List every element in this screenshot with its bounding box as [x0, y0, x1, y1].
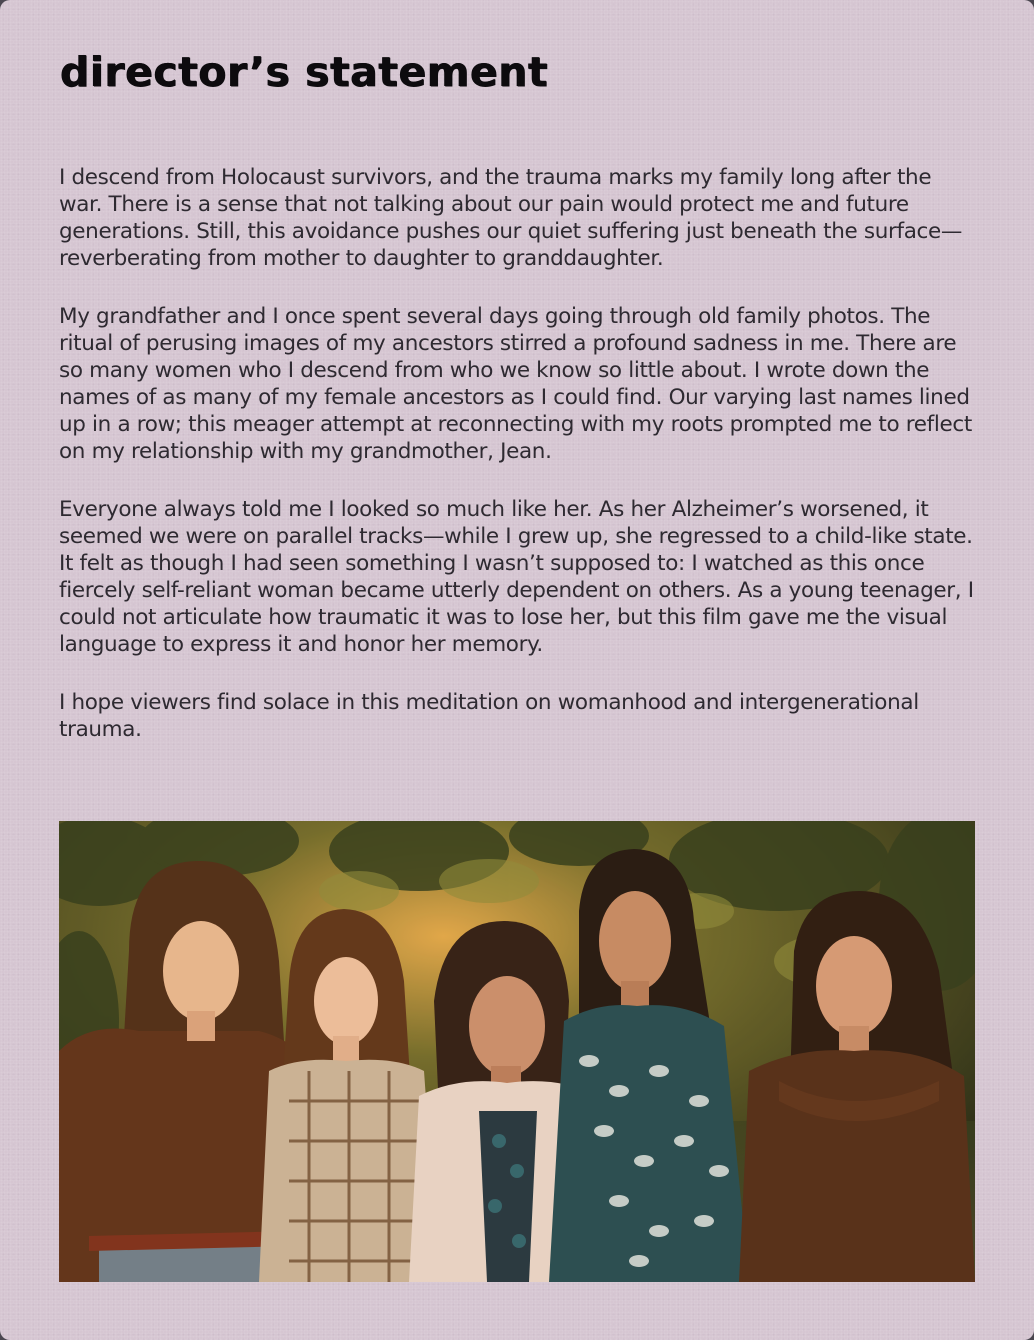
page-title: director’s statement: [60, 48, 549, 96]
paragraph-2: My grandfather and I once spent several days going through old family photos. The ritual of perusing images of my ancestors stirred a profound sadness in me. There are so many women who I descend from who we know so little about. I wrote down the names of as many of my female ancestors as I could find. Our varying last names lined up in a row; this meager attempt at reconnecting with my roots prompted me to reflect on my relationship with my grandmother, Jean.: [59, 304, 972, 464]
paragraph-3: Everyone always told me I looked so much like her. As her Alzheimer’s worsened, it seemed we were on parallel tracks—while I grew up, she regressed to a child-like state. It felt as though I had seen something I wasn’t supposed to: I watched as this once fiercely self-reliant woman became utterly dependent on others. As a young teenager, I could not articulate how traumatic it was to lose her, but this film gave me the visual language to express it and honor her memory.: [59, 497, 974, 657]
paragraph-1: I descend from Holocaust survivors, and the trauma marks my family long after the war. There is a sense that not talking about our pain would protect me and future generations. Still, this avoidance pushes our quiet suffering just beneath the surface—reverberating from mother to daughter to granddaughter.: [59, 165, 963, 271]
paragraph-4: I hope viewers find solace in this meditation on womanhood and intergenerational trauma.: [59, 690, 919, 742]
statement-body: [59, 164, 979, 774]
family-photo: [59, 821, 975, 1282]
